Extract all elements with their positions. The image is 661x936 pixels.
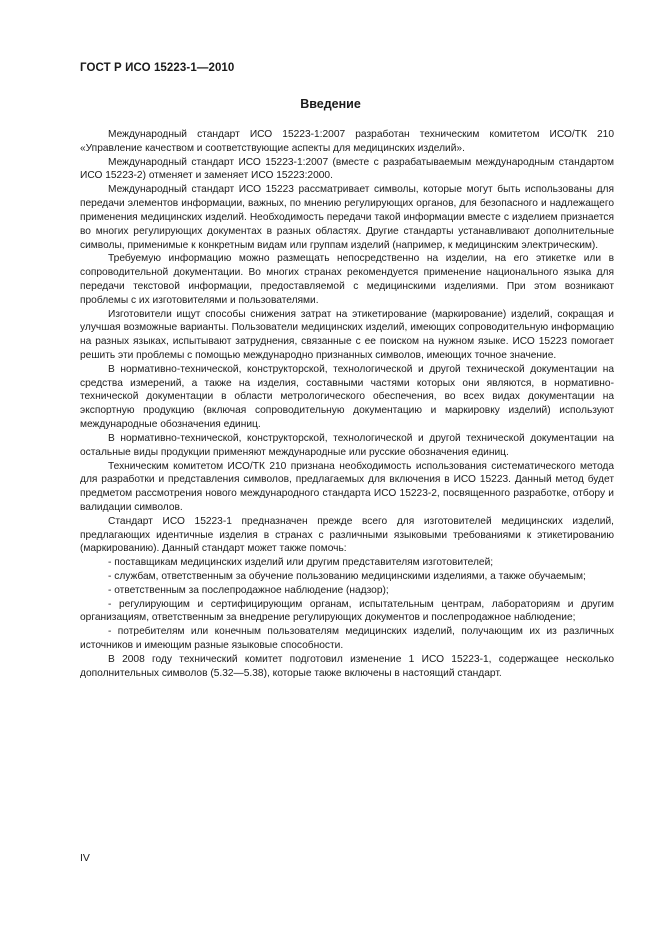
paragraph: В 2008 году технический комитет подготовил изменение 1 ИСО 15223-1, содержащее несколько дополнительных символов (5.32—5.38), которые также включены в настоящий стандарт. [80, 653, 614, 679]
list-item: - службам, ответственным за обучение пользованию медицинскими изделиями, а также обучаемым; [108, 571, 586, 582]
document-code-header: ГОСТ Р ИСО 15223-1—2010 [80, 62, 235, 74]
paragraph: Международный стандарт ИСО 15223-1:2007 разработан техническим комитетом ИСО/ТК 210 «Управление качеством и соответствующие аспекты для медицинских изделий». [80, 129, 614, 154]
paragraph: Изготовители ищут способы снижения затрат на этикетирование (маркирование) изделий, сокращая и улучшая возможные варианты. Пользователи медицинских изделий, имеющих сопроводительную информацию на разных языках, испытывают затруднения, связанные с ее поиском на нужном языке. ИСО 15223 помогает решить эти проблемы с помощью международно признанных символов, имеющих точное значение. [80, 308, 614, 361]
paragraph: Стандарт ИСО 15223-1 предназначен прежде всего для изготовителей медицинских изделий, предлагающих идентичные изделия в странах с различными языковыми требованиями к этикетированию (маркированию). Данный стандарт может также помочь: [80, 515, 614, 555]
paragraph: Техническим комитетом ИСО/ТК 210 признана необходимость использования систематического метода для разработки и представления символов, предлагаемых для включения в ИСО 15223. Данный метод будет предметом рассмотрения нового международного стандарта ИСО 15223-2, посвященного разработке, отбору и валидации символов. [80, 460, 614, 513]
list-item: - регулирующим и сертифицирующим органам, испытательным центрам, лабораториям и другим организациям, ответственным за внедрение регулирующих документов и послепродажное наблюдение; [80, 598, 614, 624]
list-item: - поставщикам медицинских изделий или другим представителям изготовителей; [108, 557, 494, 569]
paragraph: В нормативно-технической, конструкторской, технологической и другой технической документации на средства измерений, а также на изделия, составными частями которых они являются, в нормативно-технической документации в области метрологического обеспечения, во всех видах документации на экспортную продукцию (включая сопроводительную документацию и маркировку изделий) используют международные обозначения единиц. [80, 363, 614, 431]
paragraph: В нормативно-технической, конструкторской, технологической и другой технической документации на остальные виды продукции применяют международные или русские обозначения единиц. [80, 432, 614, 458]
paragraph: Требуемую информацию можно размещать непосредственно на изделии, на его этикетке или в сопроводительной документации. Во многих странах рекомендуется применение национального языка для передачи текстовой информации, предоставляемой с медицинскими изделиями. При этом возникают проблемы с их изготовителями и пользователями. [80, 253, 614, 306]
list-item: - потребителям или конечным пользователям медицинских изделий, получающим их из различных источников и имеющим разные языковые способности. [80, 626, 614, 652]
paragraph: Международный стандарт ИСО 15223 рассматривает символы, которые могут быть использованы для передачи элементов информации, важных, по мнению регулирующих органов, для безопасного и надлежащего применения медицинских изделий. Необходимость передачи такой информации вместе с изделием признается во многих регулирующих документах в разных областях. Другие стандарты устанавливают дополнительные символы, применимые к конкретным видам или группам изделий (например, к медицинским электрическим). [80, 184, 614, 251]
section-title: Введение [300, 97, 361, 111]
page-number: IV [80, 852, 90, 864]
list-item: - ответственным за послепродажное наблюдение (надзор); [108, 584, 389, 596]
introduction-body [80, 128, 614, 681]
paragraph: Международный стандарт ИСО 15223-1:2007 (вместе с разрабатываемым международным стандартом ИСО 15223-2) отменяет и заменяет ИСО 15223:2000. [80, 156, 614, 182]
